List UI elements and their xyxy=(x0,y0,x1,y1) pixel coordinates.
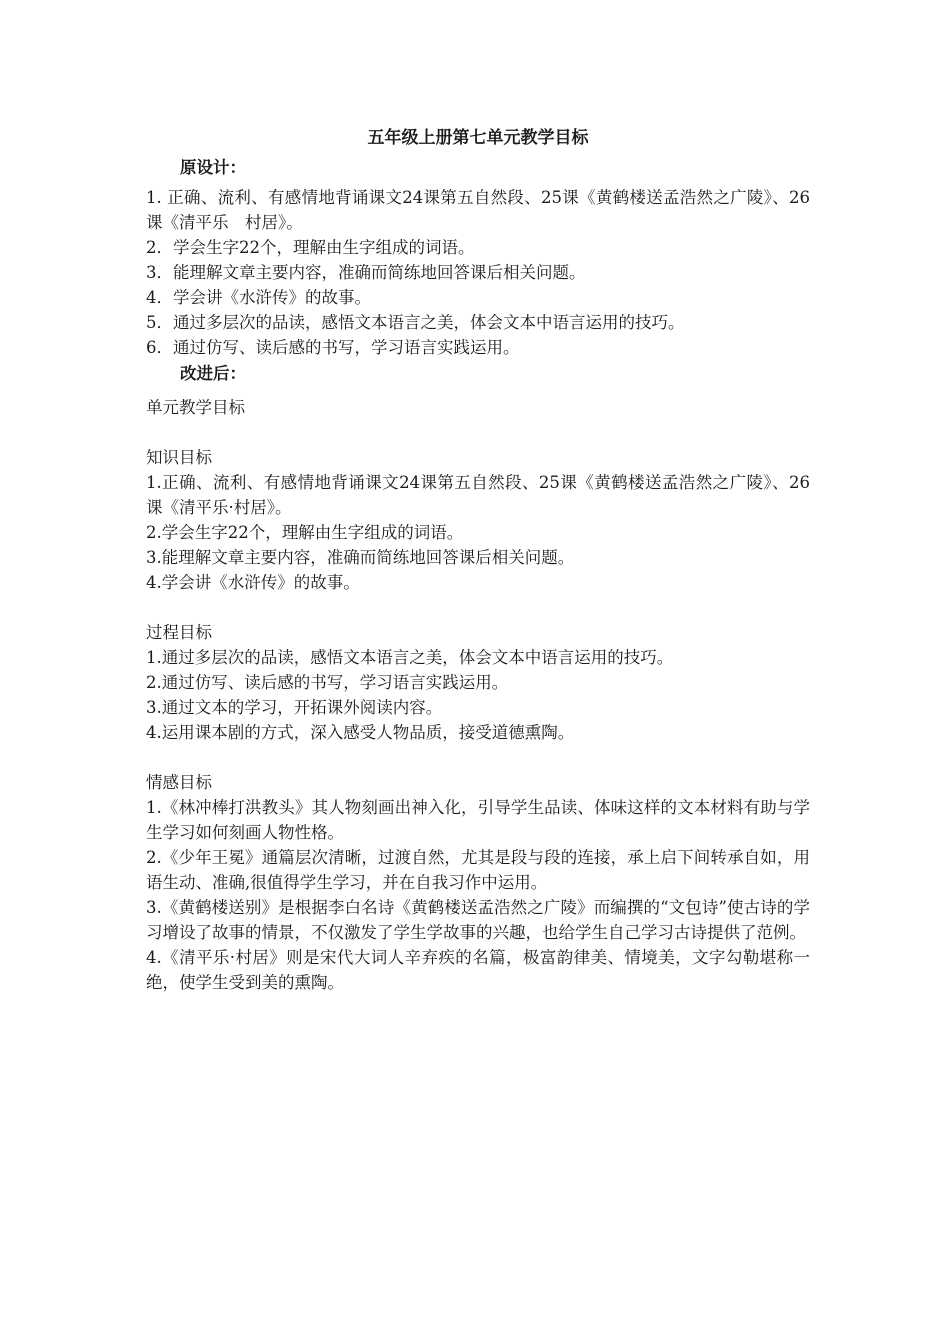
document-page xyxy=(146,124,810,995)
emotional-objectives-list xyxy=(146,795,810,995)
list-item: 1.《林冲棒打洪教头》其人物刻画出神入化，引导学生品读、体味这样的文本材料有助与学生学习如何刻画人物性格。 xyxy=(146,798,810,842)
unit-objectives-heading: 单元教学目标 xyxy=(146,398,245,417)
list-item: 4.学会讲《水浒传》的故事。 xyxy=(146,573,360,592)
list-item: 3.《黄鹤楼送别》是根据李白名诗《黄鹤楼送孟浩然之广陵》而编撰的“文包诗”使古诗的学习增设了故事的情景，不仅激发了学生学故事的兴趣，也给学生自己学习古诗提供了范例。 xyxy=(146,898,810,942)
list-item: 4.《清平乐·村居》则是宋代大词人辛弃疾的名篇，极富韵律美、情境美，文字勾勒堪称一绝，使学生受到美的熏陶。 xyxy=(146,948,810,992)
process-objectives-list xyxy=(146,645,810,745)
original-design-label: 原设计： xyxy=(180,158,246,177)
list-item: 2.学会生字22个，理解由生字组成的词语。 xyxy=(146,523,464,542)
list-item: 3.能理解文章主要内容，准确而简练地回答课后相关问题。 xyxy=(146,548,575,567)
document-title: 五年级上册第七单元教学目标 xyxy=(367,128,589,148)
list-item: 1.通过多层次的品读，感悟文本语言之美，体会文本中语言运用的技巧。 xyxy=(146,648,674,667)
list-item: 3.通过文本的学习，开拓课外阅读内容。 xyxy=(146,698,443,717)
list-item: 6．通过仿写、读后感的书写，学习语言实践运用。 xyxy=(146,338,520,357)
list-item: 2.通过仿写、读后感的书写，学习语言实践运用。 xyxy=(146,673,509,692)
list-item: 5．通过多层次的品读，感悟文本语言之美，体会文本中语言运用的技巧。 xyxy=(146,313,685,332)
list-item: 3．能理解文章主要内容，准确而简练地回答课后相关问题。 xyxy=(146,263,586,282)
list-item: 4．学会讲《水浒传》的故事。 xyxy=(146,288,371,307)
knowledge-objectives-list xyxy=(146,470,810,595)
list-item: 4.运用课本剧的方式，深入感受人物品质，接受道德熏陶。 xyxy=(146,723,575,742)
improved-label: 改进后： xyxy=(180,364,246,383)
knowledge-objectives-heading: 知识目标 xyxy=(146,448,212,467)
list-item: 1.正确、流利、有感情地背诵课文24课第五自然段、25课《黄鹤楼送孟浩然之广陵》、26课《清平乐·村居》。 xyxy=(146,473,810,517)
list-item: 1. 正确、流利、有感情地背诵课文24课第五自然段、25课《黄鹤楼送孟浩然之广陵》、26课《清平乐 村居》。 xyxy=(146,188,810,232)
process-objectives-heading: 过程目标 xyxy=(146,623,212,642)
emotional-objectives-heading: 情感目标 xyxy=(146,773,212,792)
original-design-list xyxy=(146,185,810,360)
list-item: 2．学会生字22个，理解由生字组成的词语。 xyxy=(146,238,475,257)
list-item: 2.《少年王冕》通篇层次清晰，过渡自然，尤其是段与段的连接，承上启下间转承自如，用语生动、准确,很值得学生学习，并在自我习作中运用。 xyxy=(146,848,810,892)
